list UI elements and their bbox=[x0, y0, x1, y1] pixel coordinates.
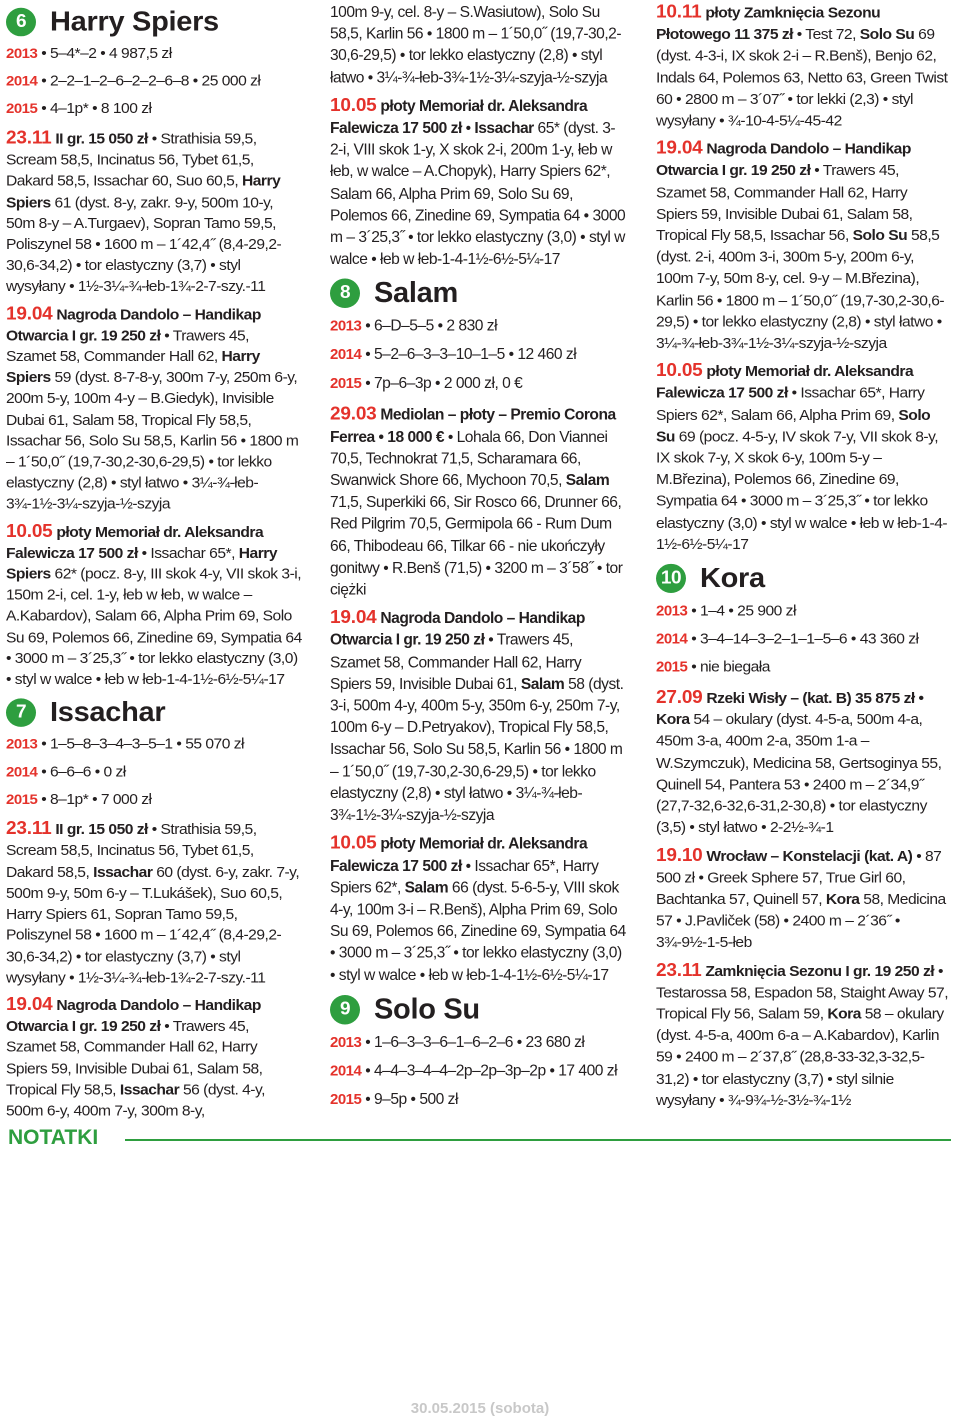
column-2 bbox=[330, 2, 626, 1114]
race-text: 61 (dyst. 8-y, zakr. 9-y, 500m 10-y, 50m 8-y – A.Turgaev), Sopran Tamo 59,5, Poliszynel 58 • 1600 m – 1´42,4˝ (8,4-29,2-30,6-34,2) • tor elastyczny (3,7) • styl wysyłany • 1½-3¼-¾-łeb-1¾-2-7-szy.-11 bbox=[6, 194, 282, 296]
highlighted-horse: Solo Su bbox=[656, 406, 931, 446]
race-text: 58,5 (dyst. 2-i, 400m 3-i, 300m 5-y, 200m 6-y, 100m 7-y, 50m 8-y, cel. 9-y – M.Březina), Karlin 56 • 1800 m – 1´50,0˝ (19,7-30,2-30,6-29,5) • tor lekko elastyczny (2,8) • styl łatwo • 3¼-¾-łeb-3¾-1½-3¼-szyja-½-szyja bbox=[656, 227, 945, 352]
race-text: 54 – okulary (dyst. 4-5-a, 500m 4-a, 450m 3-a, 400m 2-a, 350m 1-a – W.Szymczuk), Medicina 58, Gertsoginya 55, Quinell 54, Pantera 53 • 2400 m – 2´34,9˝ (27,7-32,6-32,6-31,2-30,8) • tor elastyczny (3,5) • styl łatwo • 2-2½-¾-1 bbox=[656, 711, 942, 837]
highlighted-horse: Solo Su bbox=[859, 26, 915, 44]
year-line bbox=[6, 95, 302, 123]
race-entry bbox=[6, 521, 302, 691]
race-entry bbox=[656, 845, 952, 954]
race-text: 60 (dyst. 6-y, zakr. 7-y, 500m 9-y, 50m 6-y – T.Lukášek), Suo 60,5, Harry Spiers 61, Sopran Tamo 59,5, Poliszynel 58 • 1600 m – 1´42,4˝ (8,4-29,2-30,6-34,2) • tor elastyczny (3,7) • styl wysyłany • 1½-3¼-¾-łeb-1¾-2-7-szy.-11 bbox=[6, 864, 300, 986]
race-title: Nagroda Dandolo – Handikap Otwarcia I gr. 19 250 zł bbox=[656, 141, 911, 180]
race-entry bbox=[656, 960, 952, 1112]
race-text: • Test 72, bbox=[792, 26, 860, 44]
horse-9-header bbox=[330, 995, 626, 1025]
race-title: II gr. 15 050 zł bbox=[51, 131, 148, 148]
year-line bbox=[6, 40, 302, 68]
highlighted-horse: Salam bbox=[565, 472, 610, 490]
highlighted-horse: Harry Spiers bbox=[6, 545, 278, 583]
year-record: • 1–6–3–3–6–1–6–2–6 • 23 680 zł bbox=[361, 1034, 585, 1051]
year-label: 2014 bbox=[656, 630, 688, 648]
year-line bbox=[6, 786, 302, 814]
year-label: 2014 bbox=[6, 73, 38, 90]
race-text: 58, Medicina 57 • J.Pavliček (58) • 2400 m – 2´36˝ • 3¾-9½-1-5-łeb bbox=[656, 891, 946, 951]
year-label: 2015 bbox=[330, 1091, 362, 1108]
race-title: Nagroda Dandolo – Handikap Otwarcia I gr. 19 250 zł bbox=[6, 306, 261, 344]
year-line bbox=[330, 369, 626, 398]
year-record: • 5–4*–2 • 4 987,5 zł bbox=[37, 45, 172, 62]
horse-6-years bbox=[6, 40, 302, 123]
year-record: • 3–4–14–3–2–1–1–5–6 • 43 360 zł bbox=[687, 630, 919, 648]
year-record: • 5–2–6–3–3–10–1–5 • 12 460 zł bbox=[361, 346, 577, 364]
race-text: • Trawers 45, Szamet 58, Commander Hall 62, Harry Spiers 59, Invisible Dubai 61, bbox=[330, 632, 582, 693]
race-text: 65* (dyst. 3-2-i, VIII skok 1-y, X skok 2-i, 200m 1-y, łeb w łeb, w walce – A.Chopyk), Harry Spiers 62*, Salam 66, Alpha Prim 69, Solo Su 69, Polemos 66, Zinedine 69, Sympatia 64 • 3000 m – 3´25,3˝ • tor lekko elastyczny (3,0) • styl w walce • łeb w łeb-1-4-1½-6½-5¼-17 bbox=[330, 120, 626, 268]
year-label: 2013 bbox=[330, 318, 362, 336]
race-text: • Issachar 65*, bbox=[137, 545, 239, 562]
horse-8-years bbox=[330, 312, 626, 398]
race-entry bbox=[330, 833, 626, 987]
highlighted-horse: Solo Su bbox=[852, 227, 908, 245]
race-entry bbox=[330, 607, 626, 826]
year-line bbox=[330, 1028, 626, 1057]
race-text: • Testarossa 58, Espadon 58, Staight Away 57, Tropical Fly 56, Salam 59, bbox=[656, 962, 949, 1023]
year-line bbox=[656, 597, 952, 625]
year-label: 2014 bbox=[6, 764, 38, 781]
year-line bbox=[6, 731, 302, 759]
year-label: 2013 bbox=[656, 602, 688, 620]
race-title: płoty Memoriał dr. Aleksandra Falewicza 17 500 zł bbox=[330, 835, 588, 875]
horse-10-header bbox=[656, 564, 952, 593]
race-title: II gr. 15 050 zł bbox=[51, 822, 148, 839]
race-entry bbox=[6, 304, 302, 516]
race-title: płoty Zamknięcia Sezonu Płotowego 11 375 zł bbox=[656, 4, 881, 44]
race-text: • Lohala 66, Don Viannei 70,5, Technokrat 71,5, Scharamara 66, Swanwick Shore 66, Mychoon 70,5, bbox=[330, 428, 608, 490]
race-entry bbox=[6, 995, 302, 1122]
horse-6-header bbox=[6, 8, 302, 36]
horse-9-years bbox=[330, 1028, 626, 1114]
notes-heading: NOTATKI bbox=[8, 1126, 99, 1149]
race-title: Zamknięcia Sezonu I gr. 19 250 zł bbox=[701, 962, 935, 980]
horse-number-badge: 7 bbox=[6, 699, 36, 727]
race-text: 62* (pocz. 8-y, III skok 4-y, VII skok 3-i, 150m 2-i, cel. 1-y, łeb w łeb, w walce – A.Kabardov), Salam 66, Alpha Prim 69, Solo Su 69, Polemos 66, Zinedine 69, Sympatia 64 • 3000 m – 3´25,3˝ • tor lekko elastyczny (3,0) • styl w walce • łeb w łeb-1-4-1½-6½-5¼-17 bbox=[6, 566, 302, 689]
year-label: 2015 bbox=[656, 659, 688, 676]
race-date: 19.04 bbox=[6, 994, 53, 1015]
horse-number-badge: 10 bbox=[656, 564, 686, 593]
race-text: • Issachar 65*, Harry Spiers 62*, bbox=[330, 857, 599, 897]
race-date: 19.04 bbox=[330, 607, 377, 629]
race-date: 10.05 bbox=[656, 360, 703, 382]
year-record: • 9–5p • 500 zł bbox=[361, 1091, 458, 1108]
horse-8-header bbox=[330, 279, 626, 309]
year-record: • nie biegała bbox=[687, 659, 770, 676]
year-label: 2015 bbox=[330, 375, 362, 393]
race-text: • bbox=[461, 120, 475, 137]
race-text: • 87 500 zł • Greek Sphere 57, True Girl 60, Bachtanka 57, Quinell 57, bbox=[656, 848, 942, 908]
highlighted-horse: Kora bbox=[827, 1006, 861, 1023]
race-entry bbox=[656, 687, 952, 839]
race-text: 69 (dyst. 4-3-i, IX skok 2-i – R.Benš), Benjo 62, Indals 64, Polemos 63, Netto 63, Green Twist 60 • 2800 m – 3´07˝ • tor lekki (2,3) • styl wysyłany • ¾-10-4-5¼-45-42 bbox=[656, 26, 948, 130]
year-line bbox=[330, 341, 626, 370]
year-label: 2014 bbox=[330, 1062, 362, 1080]
year-record: • 8–1p* • 7 000 zł bbox=[37, 791, 152, 808]
horse-10-years bbox=[656, 597, 952, 682]
year-line bbox=[656, 625, 952, 653]
race-entry bbox=[656, 138, 952, 355]
highlighted-horse: Kora bbox=[825, 891, 860, 908]
year-record: • 1–4 • 25 900 zł bbox=[687, 602, 796, 620]
horse-name: Issachar bbox=[50, 697, 166, 728]
race-text: • Trawers 45, Szamet 58, Commander Hall 62, Harry Spiers 59, Invisible Dubai 61, Salam 58, Tropical Fly 58,5, bbox=[6, 1018, 263, 1099]
race-date: 10.05 bbox=[330, 832, 377, 854]
year-record: • 4–4–3–4–4–2p–2p–3p–2p • 17 400 zł bbox=[361, 1062, 618, 1080]
race-title: płoty Memoriał dr. Aleksandra Falewicza 17 500 zł bbox=[330, 98, 588, 137]
race-title: płoty Memoriał dr. Aleksandra Falewicza 17 500 zł bbox=[6, 524, 264, 562]
year-label: 2015 bbox=[6, 791, 38, 808]
horse-7-header bbox=[6, 699, 302, 727]
race-entry bbox=[656, 2, 952, 132]
race-text: • Strathisia 59,5, Scream 58,5, Incinatus 56, Tybet 61,5, Dakard 58,5, bbox=[6, 822, 257, 881]
race-text: 56 (dyst. 4-y, 500m 6-y, 400m 7-y, 300m 8-y, bbox=[6, 1081, 265, 1120]
race-text: 59 (dyst. 8-7-8-y, 300m 7-y, 250m 6-y, 200m 5-y, 100m 4-y – B.Giedyk), Invisible Dubai 61, Salam 58, Tropical Fly 58,5, Issachar 56, Solo Su 58,5, Karlin 56 • 1800 m – 1´50,0˝ (19,7-30,2-30,6-29,5) • tor lekko elastyczny (2,8) • styl łatwo • 3¼-¾-łeb-3¾-1½-3¼-szyja-½-szyja bbox=[6, 369, 299, 513]
year-record: • 2–2–1–2–6–2–2–6–8 • 25 000 zł bbox=[37, 73, 261, 90]
race-text: 58 – okulary (dyst. 4-5-a, 400m 6-a – A.Kabardov), Karlin 59 • 2400 m – 2´37,8˝ (28,8-33-32,3-32,5-31,2) • tor elastyczny (3,7) • styl silnie wysyłany • ¾-9¾-½-3½-¾-1½ bbox=[656, 1006, 944, 1109]
highlighted-horse: Harry Spiers bbox=[6, 173, 281, 211]
highlighted-horse: Harry Spiers bbox=[6, 348, 260, 387]
race-date: 10.11 bbox=[656, 2, 702, 23]
notes-divider bbox=[125, 1139, 951, 1141]
highlighted-horse: Salam bbox=[520, 675, 565, 693]
highlighted-horse: Issachar bbox=[119, 1081, 180, 1099]
race-text: • Trawers 45, Szamet 58, Commander Hall 62, bbox=[6, 327, 250, 365]
year-record: • 1–5–8–3–4–3–5–1 • 55 070 zł bbox=[37, 736, 244, 753]
race-title: Nagroda Dandolo – Handikap Otwarcia I gr. 19 250 zł bbox=[330, 610, 585, 650]
race-date: 27.09 bbox=[656, 687, 703, 708]
race-text: • Issachar 65*, Harry Spiers 62*, Salam 66, Alpha Prim 69, bbox=[656, 385, 925, 424]
race-entry bbox=[6, 819, 302, 989]
race-title: Mediolan – płoty – Premio Corona Ferrea • 18 000 € bbox=[330, 406, 616, 446]
year-label: 2013 bbox=[330, 1034, 362, 1051]
race-date: 23.11 bbox=[656, 959, 702, 981]
race-entry bbox=[330, 95, 626, 271]
year-line bbox=[330, 1057, 626, 1086]
year-label: 2014 bbox=[330, 346, 362, 364]
race-date: 10.05 bbox=[330, 95, 377, 116]
horse-name: Kora bbox=[700, 562, 765, 594]
race-date: 23.11 bbox=[6, 819, 52, 840]
horse-name: Solo Su bbox=[374, 993, 480, 1026]
highlighted-horse: Issachar bbox=[474, 120, 534, 137]
race-date: 10.05 bbox=[6, 521, 53, 542]
year-line bbox=[656, 653, 952, 681]
year-record: • 7p–6–3p • 2 000 zł, 0 € bbox=[361, 375, 523, 393]
race-date: 29.03 bbox=[330, 403, 377, 425]
race-date: 19.04 bbox=[6, 303, 53, 324]
horse-name: Salam bbox=[374, 277, 458, 310]
year-label: 2015 bbox=[6, 100, 38, 118]
year-record: • 6–D–5–5 • 2 830 zł bbox=[361, 318, 498, 336]
race-date: 19.04 bbox=[656, 138, 703, 159]
horse-7-years bbox=[6, 731, 302, 814]
race-text: 58 (dyst. 3-i, 500m 4-y, 400m 5-y, 350m 6-y, 250m 7-y, 100m 6-y – D.Petryakov), Tropical Fly 58,5, Issachar 56, Solo Su 58,5, Karlin 56 • 1800 m – 1´50,0˝ (19,7-30,2-30,6-29,5) • tor lekko elastyczny (2,8) • styl łatwo • 3¼-¾-łeb-3¾-1½-3¼-szyja-½-szyja bbox=[330, 675, 624, 824]
race-title: Rzeki Wisły – (kat. B) 35 875 zł • bbox=[702, 690, 924, 707]
year-label: 2013 bbox=[6, 45, 38, 62]
race-text: • Strathisia 59,5, Scream 58,5, Incinatus 56, Tybet 61,5, Dakard 58,5, Issachar 60, Suo 60,5, bbox=[6, 131, 257, 190]
year-record: • 4–1p* • 8 100 zł bbox=[37, 100, 152, 118]
horse-number-badge: 8 bbox=[330, 279, 360, 309]
race-text: • Trawers 45, Szamet 58, Commander Hall 62, Harry Spiers 59, Invisible Dubai 61, Salam 58, Tropical Fly 58,5, Issachar 56, bbox=[656, 162, 913, 245]
highlighted-horse: Issachar bbox=[93, 864, 153, 881]
race-entry bbox=[656, 361, 952, 556]
continued-text: 100m 9-y, cel. 8-y – S.Wasiutow), Solo Su 58,5, Karlin 56 • 1800 m – 1´50,0˝ (19,7-30,2-30,6-29,5) • tor lekko elastyczny (2,8) • styl łatwo • 3¼-¾-łeb-3¾-1½-3¼-szyja-½-szyja bbox=[330, 3, 622, 87]
race-title: Wrocław – Konstelacji (kat. A) bbox=[702, 848, 913, 865]
horse-number-badge: 6 bbox=[6, 8, 36, 36]
horse-number-badge: 9 bbox=[330, 995, 360, 1025]
race-entry bbox=[6, 128, 302, 298]
year-line bbox=[6, 758, 302, 786]
year-line bbox=[6, 68, 302, 96]
highlighted-horse: Kora bbox=[656, 711, 690, 729]
year-line bbox=[330, 1085, 626, 1114]
column-1 bbox=[6, 4, 302, 1122]
horse-name: Harry Spiers bbox=[50, 6, 219, 38]
race-title: Nagroda Dandolo – Handikap Otwarcia I gr. 19 250 zł bbox=[6, 997, 261, 1035]
race-title: płoty Memoriał dr. Aleksandra Falewicza 17 500 zł bbox=[656, 363, 914, 402]
race-date: 19.10 bbox=[656, 845, 703, 866]
race-text: 66 (dyst. 5-6-5-y, VIII skok 4-y, 100m 3-i – R.Benš), Alpha Prim 69, Solo Su 69, Polemos 66, Zinedine 69, Sympatia 64 • 3000 m – 3´25,3˝ • tor lekko elastyczny (3,0) • styl w walce • łeb w łeb-1-4-1½-6½-5¼-17 bbox=[330, 879, 626, 984]
race-date: 23.11 bbox=[6, 128, 52, 149]
column-3 bbox=[656, 2, 952, 1112]
race-text: 69 (pocz. 4-5-y, IV skok 7-y, VII skok 8-y, IX skok 7-y, X skok 6-y, 100m 5-y – M.Březina), Polemos 66, Zinedine 69, Sympatia 64 • 3000 m – 3´25,3˝ • tor lekko elastyczny (3,0) • styl w walce • łeb w łeb-1-4-1½-6½-5¼-17 bbox=[656, 428, 948, 554]
page-date-footer: 30.05.2015 (sobota) bbox=[410, 1400, 550, 1417]
year-label: 2013 bbox=[6, 736, 38, 753]
year-record: • 6–6–6 • 0 zł bbox=[37, 764, 126, 781]
race-entry bbox=[330, 404, 626, 602]
highlighted-horse: Salam bbox=[404, 879, 449, 897]
race-text: 71,5, Superkiki 66, Sir Rosco 66, Drunner 66, Red Pilgrim 70,5, Germipola 66 - Rum Dum 66, Thibodeau 66, Tilkar 66 - nie ukończyły gonitwy • R.Benš (71,5) • 3200 m – 3´58˝ • tor ciężki bbox=[330, 494, 623, 599]
year-line bbox=[330, 312, 626, 341]
